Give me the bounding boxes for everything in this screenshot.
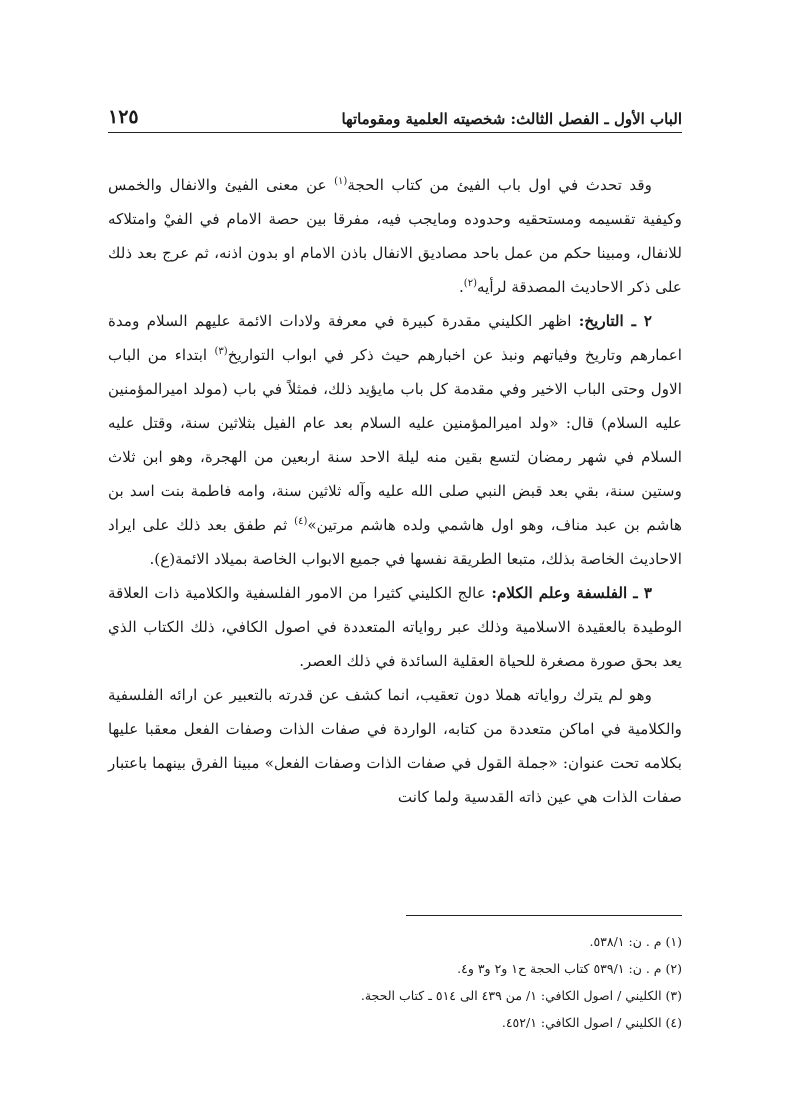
footnote-ref-2: (٢) [463,277,477,289]
footnote-divider [406,915,682,916]
paragraph-history [108,304,682,576]
footnote-ref-4: (٤) [294,515,308,527]
page-number: ١٢٥ [108,106,139,128]
running-header [108,92,682,133]
footnote-4: (٤) الكليني / اصول الكافي: ٤٥٢/١. [501,1015,682,1030]
paragraph-text: وهو لم يترك رواياته هملا دون تعقيب، انما كشف عن قدرته بالتعبير عن ارائه الفلسفية والكلامية في اماكن متعددة من كتابه، الواردة في صفات الذات وصفات الفعل معقبا عليها بكلامه تحت عنوان: «جملة القول في صفات الذات وصفات الفعل» مبينا الفرق بينهما باعتبار صفات الذات هي عين ذاته القدسية ولما كانت [108,686,682,806]
footnote-2: (٢) م . ن: ٥٣٩/١ كتاب الحجة ح١ و٢ و٣ و٤. [457,961,682,976]
section-heading-philosophy: ٣ ـ الفلسفة وعلم الكلام: [491,584,652,602]
footnotes [108,928,682,1036]
paragraph-fay [108,168,682,304]
section-heading-history: ٢ ـ التاريخ: [578,312,652,330]
paragraph-text: ثم طفق بعد ذلك على ايراد الاحاديث الخاصة بذلك، متبعا الطريقة نفسها في جميع الابواب الخاصة بميلاد الائمة(ع). [108,516,682,568]
paragraph-text: عن معنى الفيئ والانفال والخمس وكيفية تقسيمه ومستحقيه وحدوده ومايجب فيه، مفرقا بين حصة الامام في الفيْ وامتلاكه للانفال، ومبينا حكم من عمل باحد مصاديق الانفال باذن الامام او بدون اذنه، ثم عرج بعد ذلك على ذكر الاحاديث المصدقة لرأيه [108,176,682,296]
footnote-ref-3: (٣) [214,345,228,357]
paragraph-commentary [108,678,682,814]
paragraph-text: . [458,278,464,296]
main-text [108,168,682,814]
paragraph-text: وقد تحدث في اول باب الفيئ من كتاب الحجة [347,176,653,194]
paragraph-text: عالج الكليني كثيرا من الامور الفلسفية والكلامية ذات العلاقة الوطيدة بالعقيدة الاسلامية وذلك عبر رواياته المتعددة في اصول الكافي، ذلك الكتاب الذي يعد بحق صورة مصغرة للحياة العقلية السائدة في ذلك العصر. [108,584,682,670]
running-header-title: الباب الأول ـ الفصل الثالث: شخصيته العلمية ومقوماتها [341,110,682,128]
footnote-ref-1: (١) [334,175,348,187]
footnote-3: (٣) الكليني / اصول الكافي: ١/ من ٤٣٩ الى ٥١٤ ـ كتاب الحجة. [360,988,682,1003]
paragraph-text: ابتداء من الباب الاول وحتى الباب الاخير وفي مقدمة كل باب مايؤيد ذلك، فمثلاً في باب (مولد اميرالمؤمنين عليه السلام) قال: «ولد اميرالمؤمنين عليه السلام بعد عام الفيل بثلاثين سنة، وقتل عليه السلام في شهر رمضان لتسع بقين منه ليلة الاحد سنة اربعين من الهجرة، وهو ابن ثلاث وستين سنة، بقي بعد قبض النبي صلى الله عليه وآله ثلاثين سنة، وامه فاطمة بنت اسد بن هاشم بن عبد مناف، وهو اول هاشمي ولده هاشم مرتين» [108,346,682,534]
paragraph-philosophy [108,576,682,678]
footnote-1: (١) م . ن: ٥٣٨/١. [589,934,682,949]
paragraph-text: اظهر الكليني مقدرة كبيرة في معرفة ولادات الائمة عليهم السلام ومدة اعمارهم وتاريخ وفياتهم ونبذ عن اخبارهم حيث ذكر في ابواب التواريخ [108,312,682,364]
